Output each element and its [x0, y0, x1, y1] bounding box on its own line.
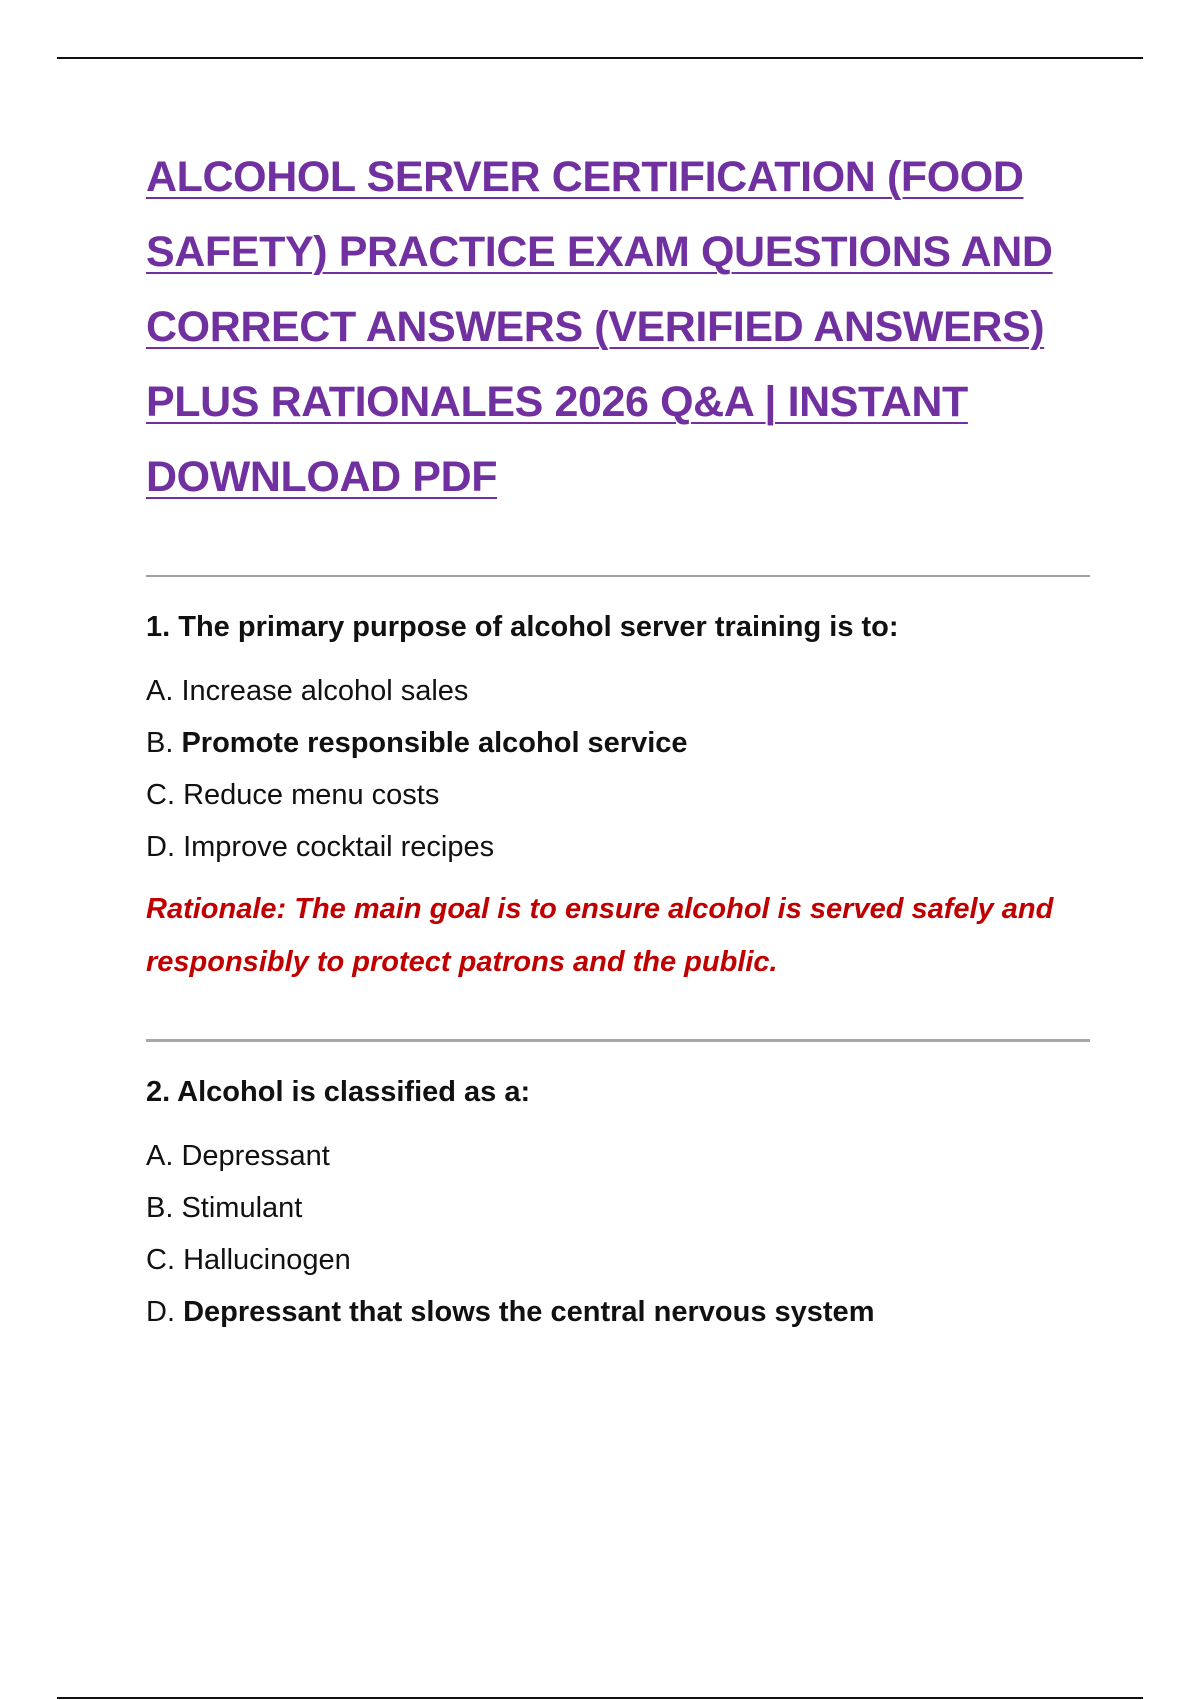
answer-option-d — [146, 821, 1096, 873]
answer-option-d — [146, 1286, 1096, 1338]
answer-option-b — [146, 1182, 1096, 1234]
question-prompt: 1. The primary purpose of alcohol server training is to: — [146, 611, 899, 643]
option-letter: C. — [146, 1244, 175, 1276]
option-text: Improve cocktail recipes — [183, 831, 495, 863]
section-divider — [146, 1039, 1090, 1042]
page-bottom-rule — [57, 1697, 1143, 1699]
rationale-text: Rationale: The main goal is to ensure alcohol is served safely and responsibly to protect patrons and the public. — [146, 893, 1054, 978]
option-text: Hallucinogen — [183, 1244, 351, 1276]
question-block-1 — [146, 607, 1096, 989]
option-text: Increase alcohol sales — [181, 675, 469, 707]
option-letter: A. — [146, 1140, 174, 1172]
answer-options — [146, 665, 1096, 873]
option-text: Reduce menu costs — [183, 779, 440, 811]
correct-answer-text: Depressant that slows the central nervous system — [183, 1296, 875, 1328]
option-letter: D. — [146, 1296, 175, 1328]
answer-option-c — [146, 1234, 1096, 1286]
document-title — [146, 140, 1096, 515]
page-top-rule — [57, 57, 1143, 59]
option-letter: A. — [146, 675, 174, 707]
answer-option-b — [146, 717, 1096, 769]
option-letter: C. — [146, 779, 175, 811]
answer-option-a — [146, 1130, 1096, 1182]
option-letter: B. — [146, 727, 174, 759]
question-prompt: 2. Alcohol is classified as a: — [146, 1076, 531, 1108]
question-block-2 — [146, 1072, 1096, 1338]
option-text: Stimulant — [181, 1192, 303, 1224]
document-title-text: ALCOHOL SERVER CERTIFICATION (FOOD SAFETY) PRACTICE EXAM QUESTIONS AND CORRECT ANSWERS (VERIFIED ANSWERS) PLUS RATIONALES 2026 Q&A | INSTANT DOWNLOAD PDF — [146, 153, 1053, 501]
document-body — [146, 140, 1096, 1338]
answer-options — [146, 1130, 1096, 1338]
correct-answer-text: Promote responsible alcohol service — [181, 727, 688, 759]
answer-option-c — [146, 769, 1096, 821]
option-letter: D. — [146, 831, 175, 863]
option-letter: B. — [146, 1192, 174, 1224]
section-divider — [146, 575, 1090, 577]
answer-option-a — [146, 665, 1096, 717]
option-text: Depressant — [181, 1140, 330, 1172]
